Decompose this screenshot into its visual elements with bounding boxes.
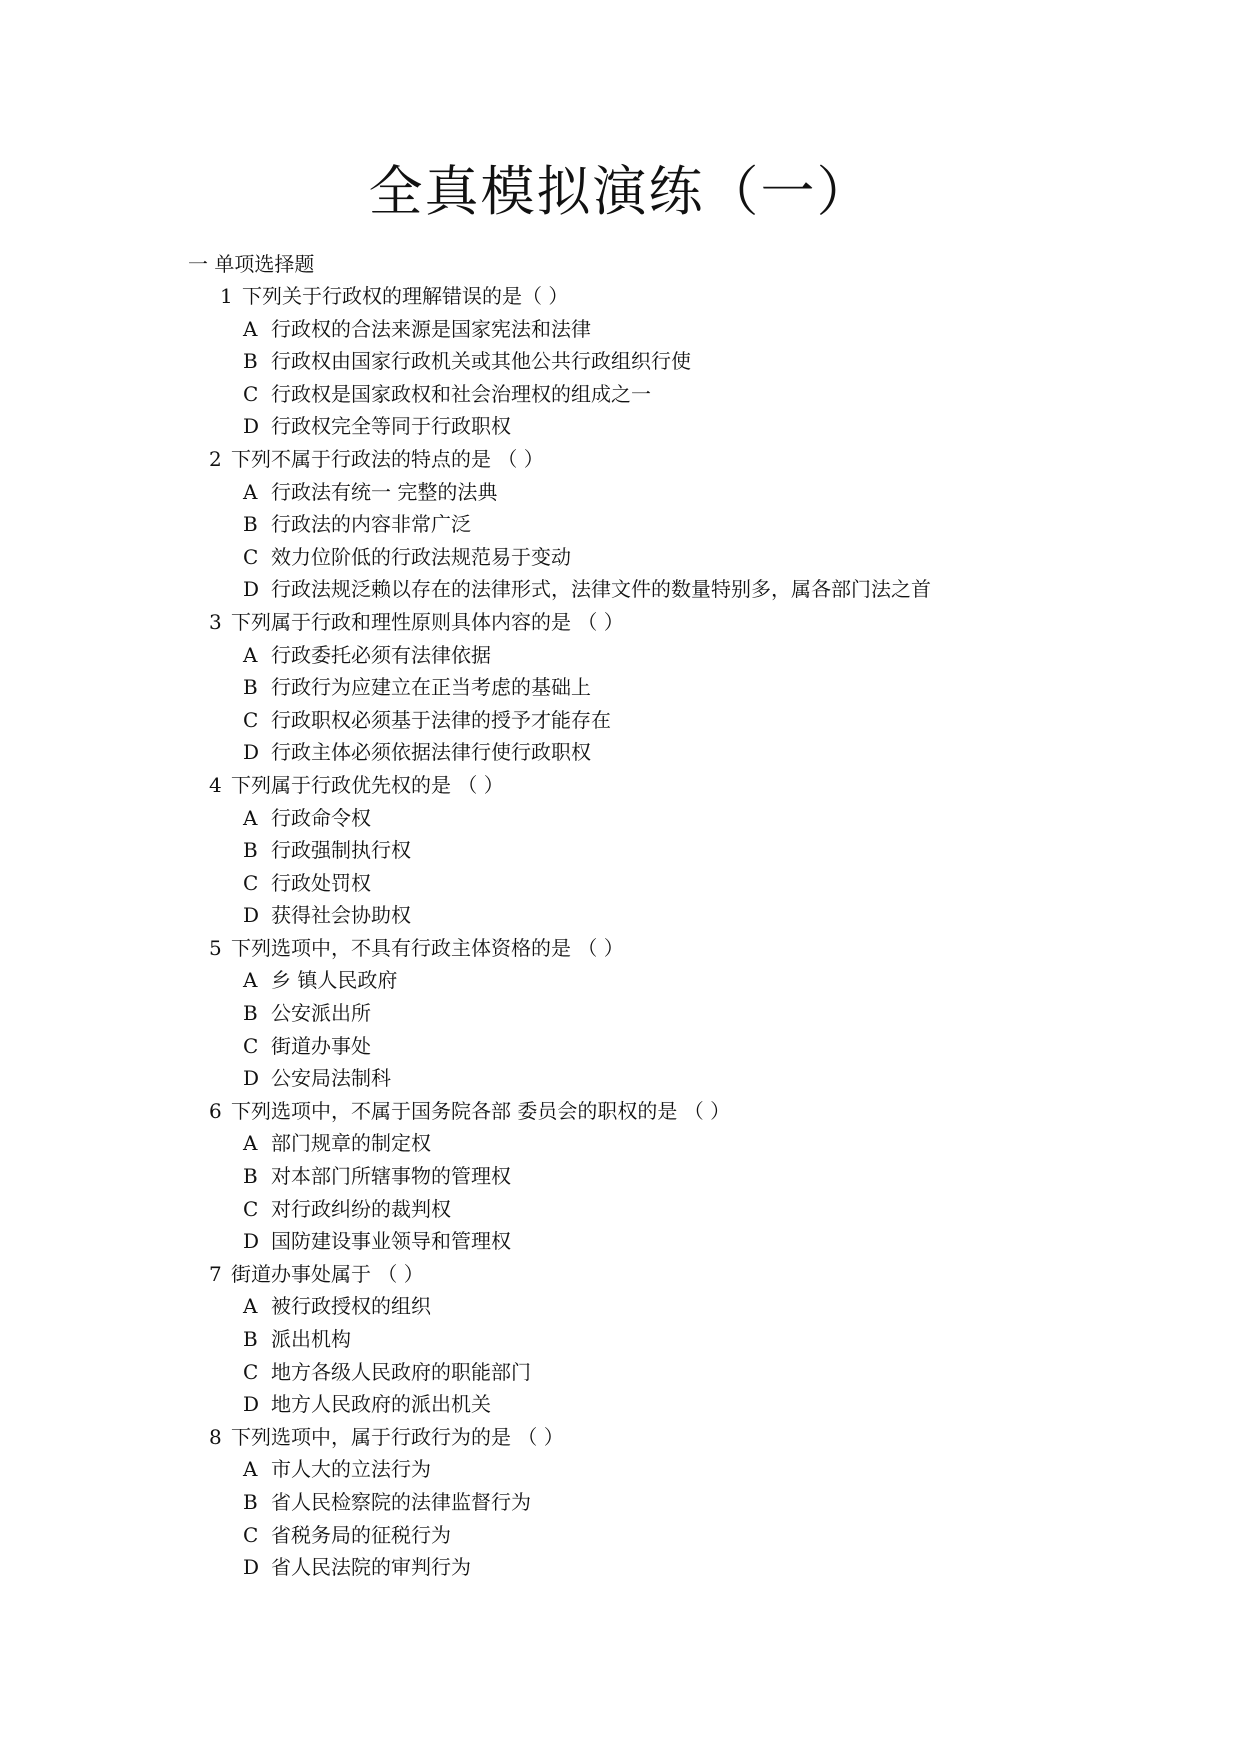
option-letter: C [243, 544, 259, 569]
question-number: 8 [209, 1424, 222, 1449]
option-letter: C [243, 1359, 259, 1384]
option-letter: C [243, 870, 259, 895]
option-text: 对本部门所辖事物的管理权 [271, 1164, 511, 1189]
option-text: 国防建设事业领导和管理权 [271, 1229, 511, 1254]
option-d [0, 1551, 1241, 1584]
question-text: 下列属于行政和理性原则具体内容的是 （ ） [231, 609, 624, 634]
option-letter: B [243, 1327, 258, 1351]
option-text: 行政行为应建立在正当考虑的基础上 [271, 675, 591, 700]
option-text: 街道办事处 [271, 1033, 371, 1058]
option-d [0, 899, 1241, 932]
option-a [0, 964, 1241, 997]
question-text: 下列选项中，不属于国务院各部 委员会的职权的是 （ ） [231, 1098, 731, 1123]
option-text: 行政职权必须基于法律的授予才能存在 [271, 707, 611, 732]
question-stem [0, 1421, 1241, 1454]
option-b [0, 834, 1241, 867]
option-c [0, 1356, 1241, 1389]
question-stem [0, 769, 1241, 802]
option-letter: D [243, 1555, 260, 1580]
option-b [0, 508, 1241, 541]
option-d [0, 1225, 1241, 1258]
question-number: 5 [209, 935, 222, 960]
option-text: 效力位阶低的行政法规范易于变动 [271, 544, 571, 569]
option-text: 乡 镇人民政府 [271, 968, 398, 993]
option-c [0, 541, 1241, 574]
question-stem [0, 1095, 1241, 1128]
option-a [0, 1453, 1241, 1486]
option-text: 行政处罚权 [271, 870, 371, 895]
option-text: 行政主体必须依据法律行使行政职权 [271, 740, 591, 765]
question-number: 1 [220, 284, 233, 308]
option-text: 行政权由国家行政机关或其他公共行政组织行使 [271, 349, 691, 374]
question-number: 7 [209, 1261, 222, 1286]
question-text: 街道办事处属于 （ ） [231, 1261, 424, 1286]
question-4 [0, 769, 1241, 932]
option-letter: A [243, 642, 258, 667]
option-text: 行政强制执行权 [271, 838, 411, 863]
question-stem [0, 606, 1241, 639]
question-text: 下列不属于行政法的特点的是 （ ） [231, 446, 544, 471]
question-5 [0, 932, 1241, 1095]
option-b [0, 345, 1241, 378]
option-a [0, 476, 1241, 509]
option-letter: B [243, 838, 258, 863]
section-heading: 一 单项选择题 [188, 252, 315, 276]
option-text: 行政委托必须有法律依据 [271, 642, 491, 667]
option-letter: A [243, 1294, 258, 1319]
option-text: 行政命令权 [271, 805, 371, 830]
option-text: 被行政授权的组织 [271, 1294, 431, 1319]
option-c [0, 378, 1241, 411]
option-text: 地方人民政府的派出机关 [271, 1392, 491, 1417]
option-letter: A [243, 805, 258, 830]
option-d [0, 573, 1241, 606]
question-text: 下列关于行政权的理解错误的是（ ） [242, 284, 569, 308]
option-text: 行政法的内容非常广泛 [271, 512, 471, 537]
option-letter: D [243, 577, 260, 602]
option-text: 获得社会协助权 [271, 903, 411, 928]
option-letter: A [243, 479, 258, 504]
option-text: 省税务局的征税行为 [271, 1522, 451, 1547]
question-number: 3 [209, 609, 222, 634]
option-c [0, 1193, 1241, 1226]
option-text: 省人民法院的审判行为 [271, 1555, 471, 1580]
option-c [0, 704, 1241, 737]
option-letter: D [243, 1066, 260, 1091]
option-letter: A [243, 1131, 258, 1156]
page-title: 全真模拟演练（一） [368, 160, 873, 223]
option-letter: D [243, 414, 260, 439]
option-text: 对行政纠纷的裁判权 [271, 1196, 451, 1221]
option-letter: C [243, 707, 259, 732]
option-letter: C [243, 381, 259, 406]
question-stem [0, 443, 1241, 476]
option-letter: A [243, 316, 258, 341]
question-stem [0, 280, 1241, 313]
question-8 [0, 1421, 1241, 1584]
option-letter: B [243, 1001, 258, 1026]
question-text: 下列选项中，属于行政行为的是 （ ） [231, 1424, 564, 1449]
question-7 [0, 1258, 1241, 1421]
question-1 [0, 280, 1241, 443]
option-letter: D [243, 1392, 260, 1417]
option-letter: B [243, 512, 258, 537]
option-a [0, 1127, 1241, 1160]
option-d [0, 410, 1241, 443]
option-b [0, 671, 1241, 704]
option-c [0, 1030, 1241, 1063]
question-text: 下列属于行政优先权的是 （ ） [231, 772, 504, 797]
question-2 [0, 443, 1241, 606]
option-letter: B [243, 1489, 258, 1514]
option-text: 公安派出所 [271, 1001, 371, 1026]
option-letter: D [243, 903, 260, 928]
option-text: 行政法规泛赖以存在的法律形式，法律文件的数量特别多，属各部门法之首 [271, 577, 931, 602]
option-text: 行政权完全等同于行政职权 [271, 414, 511, 439]
option-a [0, 313, 1241, 346]
option-letter: B [243, 349, 258, 374]
option-letter: A [243, 968, 258, 993]
option-letter: D [243, 740, 260, 765]
option-text: 市人大的立法行为 [271, 1457, 431, 1482]
question-number: 4 [209, 772, 222, 797]
option-b [0, 1160, 1241, 1193]
question-6 [0, 1095, 1241, 1258]
option-b [0, 1323, 1241, 1356]
option-c [0, 867, 1241, 900]
option-b [0, 997, 1241, 1030]
question-list [0, 280, 1241, 1584]
option-letter: C [243, 1196, 259, 1221]
option-letter: C [243, 1522, 259, 1547]
option-a [0, 802, 1241, 835]
question-3 [0, 606, 1241, 769]
option-letter: D [243, 1229, 260, 1254]
question-number: 2 [209, 446, 222, 471]
option-a [0, 639, 1241, 672]
option-letter: B [243, 1164, 258, 1189]
option-text: 省人民检察院的法律监督行为 [271, 1489, 531, 1514]
question-stem [0, 1258, 1241, 1291]
option-c [0, 1519, 1241, 1552]
option-text: 行政权是国家政权和社会治理权的组成之一 [271, 381, 651, 406]
option-letter: B [243, 675, 258, 700]
option-text: 行政法有统一 完整的法典 [271, 479, 498, 504]
option-text: 部门规章的制定权 [271, 1131, 431, 1156]
option-letter: C [243, 1033, 259, 1058]
option-b [0, 1486, 1241, 1519]
option-d [0, 736, 1241, 769]
option-letter: A [243, 1457, 258, 1482]
option-text: 公安局法制科 [271, 1066, 391, 1091]
question-number: 6 [209, 1098, 222, 1123]
option-d [0, 1062, 1241, 1095]
option-text: 地方各级人民政府的职能部门 [271, 1359, 531, 1384]
question-stem [0, 932, 1241, 965]
option-text: 派出机构 [271, 1327, 351, 1351]
option-a [0, 1290, 1241, 1323]
option-d [0, 1388, 1241, 1421]
option-text: 行政权的合法来源是国家宪法和法律 [271, 316, 591, 341]
question-text: 下列选项中，不具有行政主体资格的是 （ ） [231, 935, 624, 960]
